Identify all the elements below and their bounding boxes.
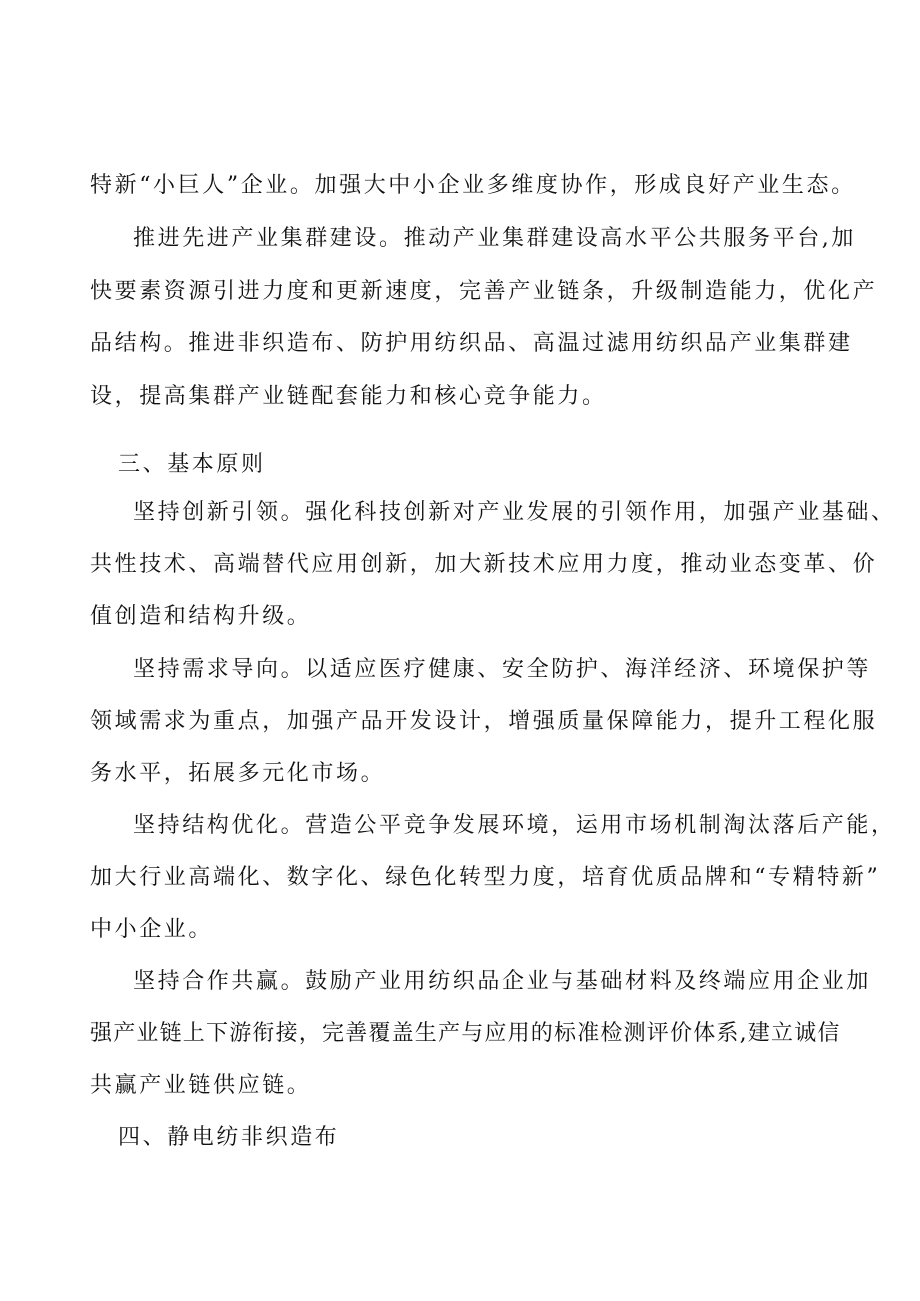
paragraph-6-line-1: 坚持合作共赢。鼓励产业用纺织品企业与基础材料及终端应用企业加 (133, 969, 872, 994)
paragraph-6-line-3: 共赢产业链供应链。 (90, 1073, 312, 1098)
paragraph-3-line-1: 坚持创新引领。强化科技创新对产业发展的引领作用，加强产业基础、 (133, 500, 896, 525)
paragraph-4-line-2: 领域需求为重点，加强产品开发设计，增强质量保障能力，提升工程化服 (90, 709, 878, 734)
paragraph-5-line-2: 加大行业高端化、数字化、绿色化转型力度，培育优质品牌和“专精特新” (90, 865, 881, 890)
paragraph-2-line-1: 推进先进产业集群建设。推动产业集群建设高水平公共服务平台,加 (133, 226, 856, 251)
paragraph-6-line-2: 强产业链上下游衔接，完善覆盖生产与应用的标准检测评价体系,建立诚信 (90, 1021, 841, 1046)
paragraph-5-line-1: 坚持结构优化。营造公平竞争发展环境，运用市场机制淘汰落后产能， (133, 813, 896, 838)
paragraph-4-line-1: 坚持需求导向。以适应医疗健康、安全防护、海洋经济、环境保护等 (133, 657, 872, 682)
paragraph-2-line-2: 快要素资源引进力度和更新速度，完善产业链条，升级制造能力，优化产 (90, 279, 878, 304)
paragraph-2-line-3: 品结构。推进非织造布、防护用纺织品、高温过滤用纺织品产业集群建 (90, 331, 853, 356)
section-heading-3: 三、基本原则 (118, 452, 266, 477)
paragraph-3-line-3: 值创造和结构升级。 (90, 604, 312, 629)
section-heading-4: 四、静电纺非织造布 (118, 1125, 340, 1150)
paragraph-4-line-3: 务水平，拓展多元化市场。 (90, 761, 386, 786)
paragraph-1-line-1: 特新“小巨人”企业。加强大中小企业多维度协作，形成良好产业生态。 (90, 173, 856, 198)
paragraph-3-line-2: 共性技术、高端替代应用创新，加大新技术应用力度，推动业态变革、价 (90, 552, 878, 577)
paragraph-5-line-3: 中小企业。 (90, 917, 214, 942)
paragraph-2-line-4: 设，提高集群产业链配套能力和核心竞争能力。 (90, 384, 607, 409)
